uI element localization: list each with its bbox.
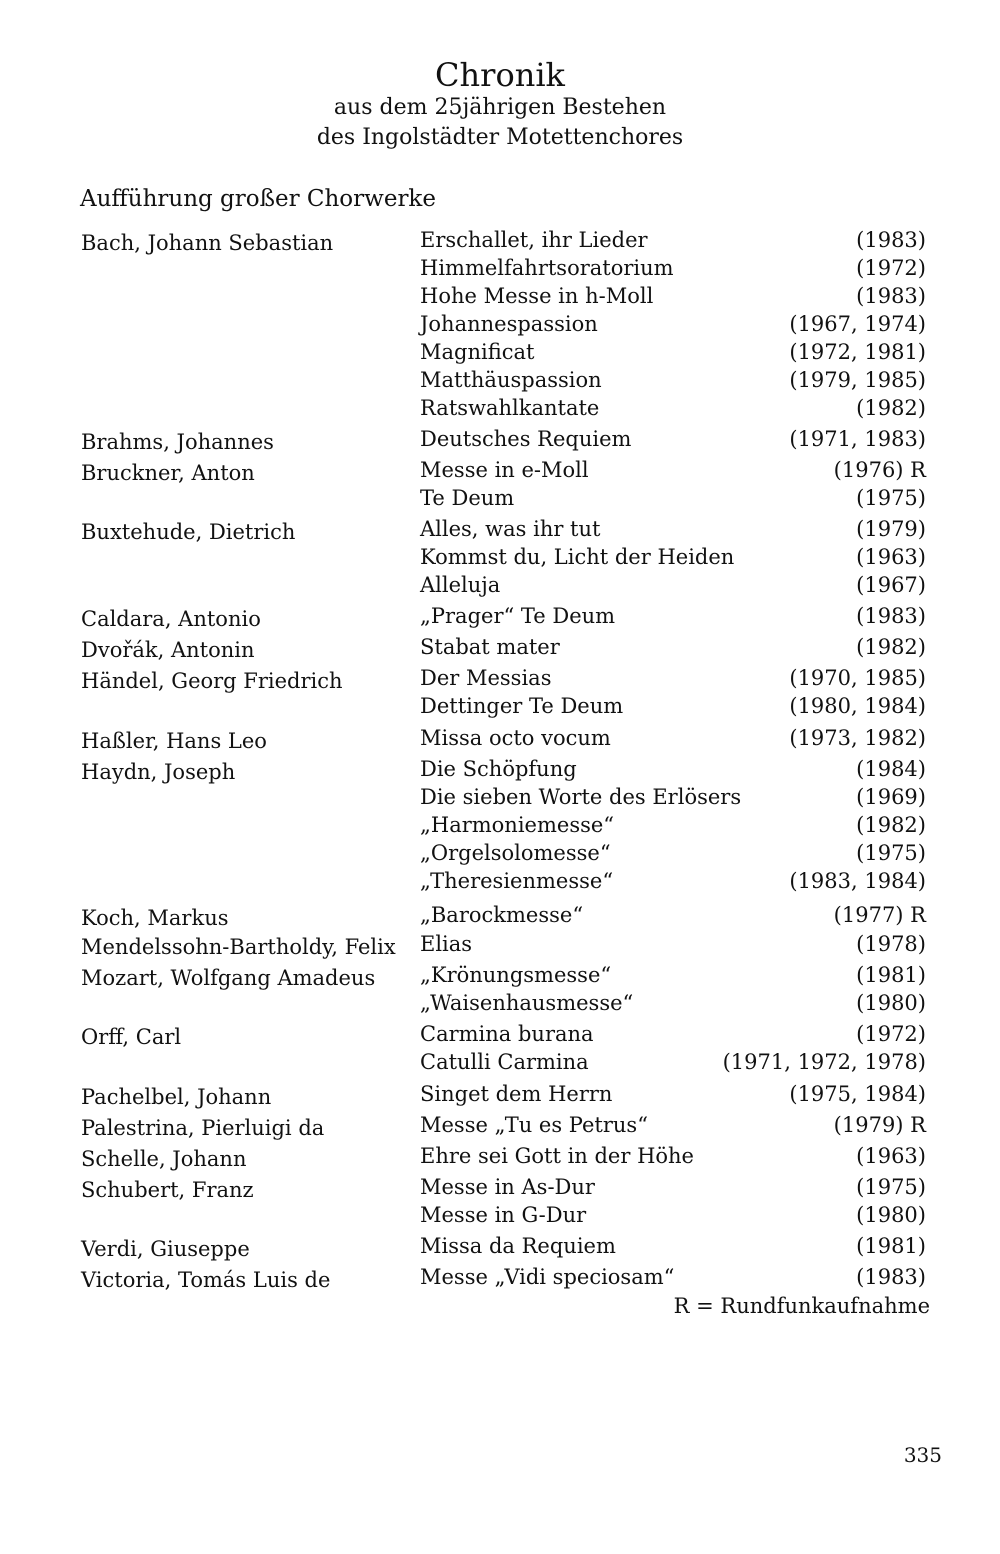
work-title: „Theresienmesse“ (420, 869, 614, 893)
performance-years: (1981) (856, 1234, 926, 1258)
work-title: Messe „Vidi speciosam“ (420, 1265, 675, 1289)
work-title: Messe in e-Moll (420, 458, 589, 482)
performance-years: (1983, 1984) (789, 869, 926, 893)
performance-years: (1982) (856, 635, 926, 659)
performance-years: (1981) (856, 963, 926, 987)
composer-name: Pachelbel, Johann (81, 1085, 272, 1109)
performance-years: (1978) (856, 932, 926, 956)
performance-years: (1972) (856, 1022, 926, 1046)
work-title: „Waisenhausmesse“ (420, 991, 634, 1015)
work-title: Ratswahlkantate (420, 396, 600, 420)
composer-name: Mendelssohn-Bartholdy, Felix (81, 935, 396, 959)
work-title: Singet dem Herrn (420, 1082, 613, 1106)
performance-years: (1983) (856, 228, 926, 252)
section-heading: Aufführung großer Chorwerke (80, 186, 436, 212)
performance-years: (1982) (856, 396, 926, 420)
composer-name: Haydn, Joseph (81, 760, 236, 784)
work-title: Deutsches Requiem (420, 427, 632, 451)
work-title: Kommst du, Licht der Heiden (420, 545, 735, 569)
work-title: Alles, was ihr tut (420, 517, 601, 541)
composer-name: Händel, Georg Friedrich (81, 669, 343, 693)
work-title: Messe in As-Dur (420, 1175, 595, 1199)
performance-years: (1980, 1984) (789, 694, 926, 718)
work-title: Erschallet, ihr Lieder (420, 228, 648, 252)
performance-years: (1967) (856, 573, 926, 597)
performance-years: (1975) (856, 1175, 926, 1199)
composer-name: Mozart, Wolfgang Amadeus (81, 966, 376, 990)
performance-years: (1977) R (833, 903, 926, 927)
work-title: Matthäuspassion (420, 368, 602, 392)
composer-name: Palestrina, Pierluigi da (81, 1116, 325, 1140)
performance-years: (1976) R (833, 458, 926, 482)
composer-name: Schelle, Johann (81, 1147, 247, 1171)
performance-years: (1975, 1984) (789, 1082, 926, 1106)
work-title: „Harmoniemesse“ (420, 813, 615, 837)
performance-years: (1983) (856, 1265, 926, 1289)
performance-years: (1972, 1981) (789, 340, 926, 364)
performance-years: (1971, 1972, 1978) (722, 1050, 926, 1074)
page-title: Chronik (435, 56, 565, 94)
performance-years: (1969) (856, 785, 926, 809)
performance-years: (1979) (856, 517, 926, 541)
work-title: „Orgelsolomesse“ (420, 841, 611, 865)
work-title: Elias (420, 932, 473, 956)
performance-years: (1980) (856, 1203, 926, 1227)
performance-years: (1984) (856, 757, 926, 781)
page-number: 335 (903, 1443, 942, 1467)
composer-name: Victoria, Tomás Luis de (81, 1268, 331, 1292)
work-title: Te Deum (420, 486, 515, 510)
work-title: Missa octo vocum (420, 726, 611, 750)
composer-name: Dvořák, Antonin (81, 638, 255, 662)
performance-years: (1970, 1985) (789, 666, 926, 690)
performance-years: (1983) (856, 604, 926, 628)
composer-name: Koch, Markus (81, 906, 229, 930)
work-title: Hohe Messe in h-Moll (420, 284, 654, 308)
work-title: Die Schöpfung (420, 757, 577, 781)
work-title: Alleluja (420, 573, 501, 597)
composer-name: Bruckner, Anton (81, 461, 255, 485)
composer-name: Schubert, Franz (81, 1178, 254, 1202)
work-title: Ehre sei Gott in der Höhe (420, 1144, 694, 1168)
work-title: Missa da Requiem (420, 1234, 616, 1258)
composer-name: Caldara, Antonio (81, 607, 261, 631)
performance-years: (1983) (856, 284, 926, 308)
work-title: Die sieben Worte des Erlösers (420, 785, 742, 809)
work-title: Magnificat (420, 340, 535, 364)
performance-years: (1971, 1983) (789, 427, 926, 451)
page-subtitle-line-1: aus dem 25jährigen Bestehen (333, 95, 667, 120)
composer-name: Orff, Carl (81, 1025, 182, 1049)
performance-years: (1967, 1974) (789, 312, 926, 336)
composer-name: Haßler, Hans Leo (81, 729, 267, 753)
performance-years: (1975) (856, 486, 926, 510)
work-title: Der Messias (420, 666, 552, 690)
performance-years: (1973, 1982) (789, 726, 926, 750)
composer-name: Brahms, Johannes (81, 430, 274, 454)
performance-years: (1979) R (833, 1113, 926, 1137)
work-title: Johannespassion (420, 312, 598, 336)
performance-years: (1963) (856, 545, 926, 569)
performance-years: (1963) (856, 1144, 926, 1168)
performance-years: (1972) (856, 256, 926, 280)
work-title: Messe „Tu es Petrus“ (420, 1113, 648, 1137)
legend: R = Rundfunkaufnahme (673, 1294, 930, 1318)
work-title: Dettinger Te Deum (420, 694, 624, 718)
work-title: Carmina burana (420, 1022, 594, 1046)
performance-years: (1979, 1985) (789, 368, 926, 392)
work-title: „Barockmesse“ (420, 903, 584, 927)
performance-years: (1982) (856, 813, 926, 837)
work-title: Stabat mater (420, 635, 560, 659)
composer-name: Bach, Johann Sebastian (81, 231, 334, 255)
composer-name: Verdi, Giuseppe (81, 1237, 250, 1261)
composer-name: Buxtehude, Dietrich (81, 520, 296, 544)
work-title: Himmelfahrtsoratorium (420, 256, 674, 280)
page-subtitle-line-2: des Ingolstädter Motettenchores (316, 125, 684, 150)
work-title: Messe in G-Dur (420, 1203, 587, 1227)
work-title: Catulli Carmina (420, 1050, 589, 1074)
work-title: „Prager“ Te Deum (420, 604, 616, 628)
performance-years: (1980) (856, 991, 926, 1015)
work-title: „Krönungsmesse“ (420, 963, 612, 987)
performance-years: (1975) (856, 841, 926, 865)
